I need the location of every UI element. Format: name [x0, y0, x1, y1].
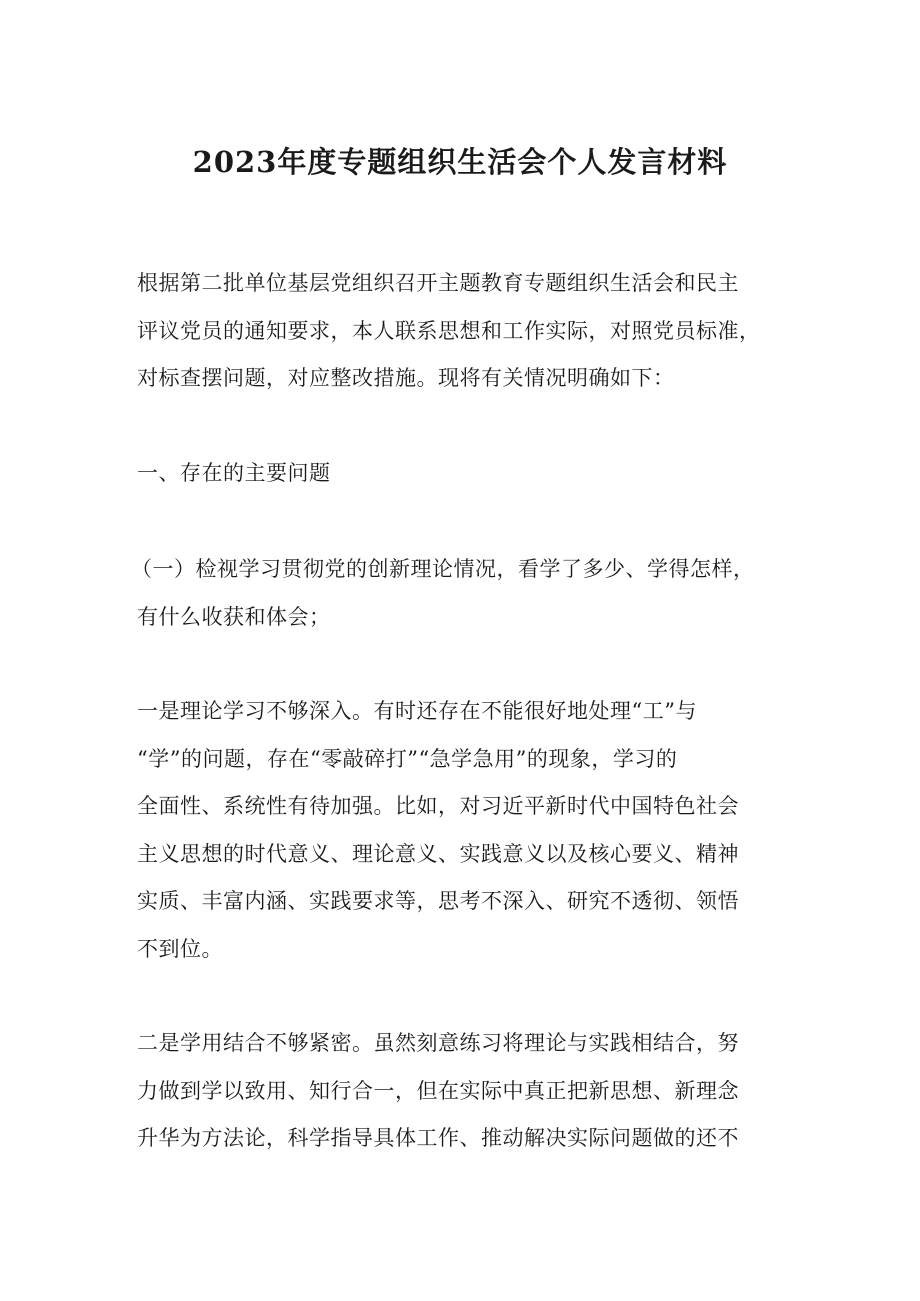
document-title: 2023年度专题组织生活会个人发言材料 [192, 145, 728, 179]
text-line: 一是理论学习不够深入。有时还存在不能很好地处理“工”与 [137, 699, 697, 723]
section-heading-text: 一、存在的主要问题 [137, 461, 331, 485]
text-line: 力做到学以致用、知行合一，但在实际中真正把新思想、新理念 [137, 1078, 739, 1103]
text-line: “学”的问题，存在“零敲碎打”“急学急用”的现象，学习的 [137, 746, 678, 771]
point-one-paragraph [137, 688, 787, 973]
subsection-heading [131, 546, 781, 641]
text-line: 有什么收获和体会； [137, 604, 331, 629]
text-line: 不到位。 [137, 936, 223, 961]
text-line: 对标查摆问题，对应整改措施。现将有关情况明确如下： [137, 366, 675, 390]
text-line: 全面性、系统性有待加强。比如，对习近平新时代中国特色社会 [137, 794, 739, 818]
section-heading [137, 450, 787, 498]
text-line: 主义思想的时代意义、理论意义、实践意义以及核心要义、精神 [137, 841, 739, 866]
intro-paragraph [137, 260, 787, 403]
point-two-paragraph [137, 1020, 787, 1163]
text-line: 根据第二批单位基层党组织召开主题教育专题组织生活会和民主 [137, 271, 739, 295]
text-line: 二是学用结合不够紧密。虽然刻意练习将理论与实践相结合，努 [137, 1031, 739, 1055]
text-line: 升华为方法论，科学指导具体工作、推动解决实际问题做的还不 [137, 1126, 739, 1150]
text-line: （一）检视学习贯彻党的创新理论情况，看学了多少、学得怎样， [131, 557, 755, 581]
text-line: 评议党员的通知要求，本人联系思想和工作实际，对照党员标准， [137, 318, 761, 343]
text-line: 实质、丰富内涵、实践要求等，思考不深入、研究不透彻、领悟 [137, 889, 739, 913]
